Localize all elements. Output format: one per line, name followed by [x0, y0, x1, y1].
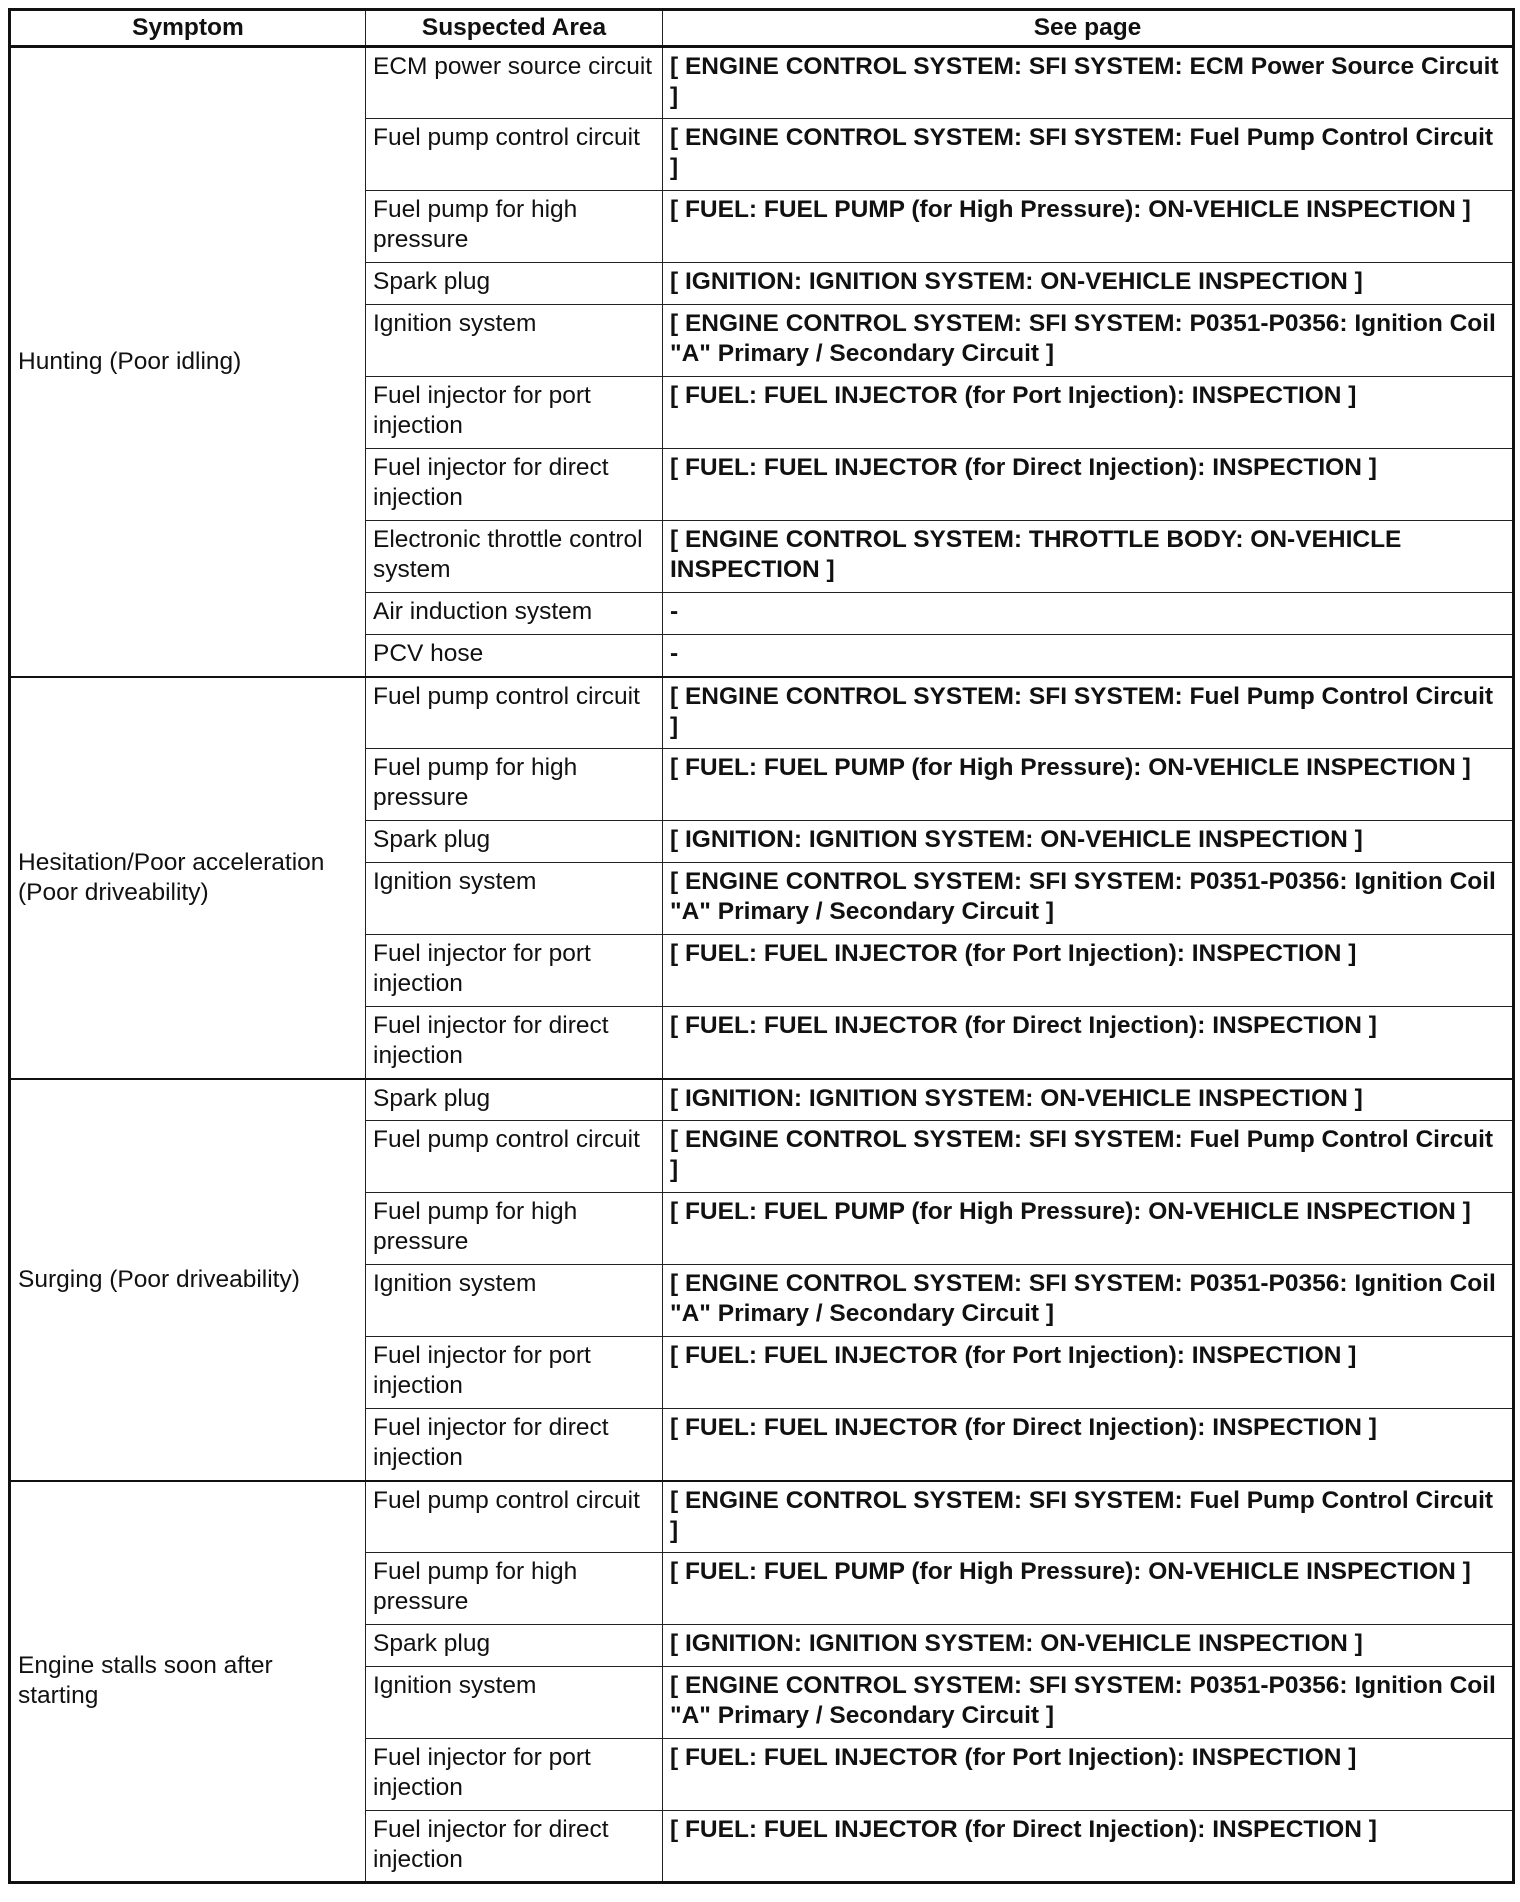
see-page-link[interactable]: [ FUEL: FUEL PUMP (for High Pressure): ON-VEHICLE INSPECTION ]: [663, 1193, 1514, 1265]
see-page-link[interactable]: [ ENGINE CONTROL SYSTEM: SFI SYSTEM: P0351-P0356: Ignition Coil "A" Primary / Secondary Circuit ]: [663, 1667, 1514, 1739]
suspected-area-cell: Fuel injector for port injection: [366, 935, 663, 1007]
see-page-link[interactable]: [ FUEL: FUEL INJECTOR (for Port Injection): INSPECTION ]: [663, 935, 1514, 1007]
suspected-area-cell: Fuel pump for high pressure: [366, 1193, 663, 1265]
troubleshooting-table: [8, 8, 1515, 1884]
see-page-link[interactable]: [ ENGINE CONTROL SYSTEM: SFI SYSTEM: ECM Power Source Circuit ]: [663, 47, 1514, 119]
suspected-area-cell: Electronic throttle control system: [366, 521, 663, 593]
table-header: [10, 10, 1514, 47]
symptom-cell: Surging (Poor driveability): [10, 1079, 366, 1481]
see-page-link[interactable]: [ FUEL: FUEL PUMP (for High Pressure): ON-VEHICLE INSPECTION ]: [663, 191, 1514, 263]
suspected-area-cell: Fuel pump control circuit: [366, 677, 663, 749]
header-row: [10, 10, 1514, 47]
suspected-area-cell: Ignition system: [366, 305, 663, 377]
see-page-link[interactable]: [ FUEL: FUEL INJECTOR (for Direct Injection): INSPECTION ]: [663, 1811, 1514, 1883]
see-page-link[interactable]: [ ENGINE CONTROL SYSTEM: SFI SYSTEM: Fuel Pump Control Circuit ]: [663, 1481, 1514, 1553]
suspected-area-cell: Fuel injector for direct injection: [366, 1811, 663, 1883]
suspected-area-cell: ECM power source circuit: [366, 47, 663, 119]
table-body: [10, 47, 1514, 1883]
see-page-cell: -: [663, 635, 1514, 677]
suspected-area-cell: Fuel pump for high pressure: [366, 1553, 663, 1625]
suspected-area-cell: Fuel injector for direct injection: [366, 1007, 663, 1079]
suspected-area-cell: Fuel injector for port injection: [366, 377, 663, 449]
see-page-link[interactable]: [ IGNITION: IGNITION SYSTEM: ON-VEHICLE INSPECTION ]: [663, 1079, 1514, 1121]
see-page-link[interactable]: [ ENGINE CONTROL SYSTEM: SFI SYSTEM: Fuel Pump Control Circuit ]: [663, 119, 1514, 191]
see-page-link[interactable]: [ FUEL: FUEL INJECTOR (for Direct Injection): INSPECTION ]: [663, 449, 1514, 521]
suspected-area-cell: Fuel pump control circuit: [366, 1481, 663, 1553]
see-page-link[interactable]: [ ENGINE CONTROL SYSTEM: SFI SYSTEM: Fuel Pump Control Circuit ]: [663, 677, 1514, 749]
see-page-link[interactable]: [ FUEL: FUEL PUMP (for High Pressure): ON-VEHICLE INSPECTION ]: [663, 749, 1514, 821]
header-see-page: See page: [663, 10, 1514, 47]
header-symptom: Symptom: [10, 10, 366, 47]
suspected-area-cell: Fuel pump for high pressure: [366, 191, 663, 263]
suspected-area-cell: Fuel pump control circuit: [366, 1121, 663, 1193]
suspected-area-cell: Fuel injector for port injection: [366, 1337, 663, 1409]
symptom-cell: Hunting (Poor idling): [10, 47, 366, 677]
see-page-link[interactable]: [ FUEL: FUEL INJECTOR (for Direct Injection): INSPECTION ]: [663, 1007, 1514, 1079]
symptom-cell: Hesitation/Poor acceleration (Poor driveability): [10, 677, 366, 1079]
see-page-link[interactable]: [ ENGINE CONTROL SYSTEM: SFI SYSTEM: P0351-P0356: Ignition Coil "A" Primary / Secondary Circuit ]: [663, 863, 1514, 935]
see-page-link[interactable]: [ FUEL: FUEL INJECTOR (for Port Injection): INSPECTION ]: [663, 1739, 1514, 1811]
troubleshooting-table-wrapper: [8, 8, 1512, 1884]
suspected-area-cell: Spark plug: [366, 1625, 663, 1667]
see-page-link[interactable]: [ IGNITION: IGNITION SYSTEM: ON-VEHICLE INSPECTION ]: [663, 821, 1514, 863]
suspected-area-cell: Fuel injector for port injection: [366, 1739, 663, 1811]
see-page-link[interactable]: [ FUEL: FUEL PUMP (for High Pressure): ON-VEHICLE INSPECTION ]: [663, 1553, 1514, 1625]
see-page-link[interactable]: [ ENGINE CONTROL SYSTEM: SFI SYSTEM: Fuel Pump Control Circuit ]: [663, 1121, 1514, 1193]
symptom-cell: Engine stalls soon after starting: [10, 1481, 366, 1883]
suspected-area-cell: Ignition system: [366, 1265, 663, 1337]
suspected-area-cell: Spark plug: [366, 263, 663, 305]
suspected-area-cell: Fuel pump control circuit: [366, 119, 663, 191]
suspected-area-cell: Ignition system: [366, 863, 663, 935]
suspected-area-cell: Spark plug: [366, 821, 663, 863]
suspected-area-cell: Ignition system: [366, 1667, 663, 1739]
suspected-area-cell: Fuel injector for direct injection: [366, 1409, 663, 1481]
see-page-link[interactable]: [ FUEL: FUEL INJECTOR (for Direct Injection): INSPECTION ]: [663, 1409, 1514, 1481]
suspected-area-cell: Air induction system: [366, 593, 663, 635]
table-row: [10, 1079, 1514, 1121]
suspected-area-cell: Fuel pump for high pressure: [366, 749, 663, 821]
table-row: [10, 1481, 1514, 1553]
see-page-link[interactable]: [ ENGINE CONTROL SYSTEM: SFI SYSTEM: P0351-P0356: Ignition Coil "A" Primary / Secondary Circuit ]: [663, 305, 1514, 377]
header-suspected-area: Suspected Area: [366, 10, 663, 47]
see-page-link[interactable]: [ FUEL: FUEL INJECTOR (for Port Injection): INSPECTION ]: [663, 377, 1514, 449]
see-page-cell: -: [663, 593, 1514, 635]
see-page-link[interactable]: [ IGNITION: IGNITION SYSTEM: ON-VEHICLE INSPECTION ]: [663, 263, 1514, 305]
see-page-link[interactable]: [ ENGINE CONTROL SYSTEM: THROTTLE BODY: ON-VEHICLE INSPECTION ]: [663, 521, 1514, 593]
table-row: [10, 47, 1514, 119]
see-page-link[interactable]: [ IGNITION: IGNITION SYSTEM: ON-VEHICLE INSPECTION ]: [663, 1625, 1514, 1667]
suspected-area-cell: PCV hose: [366, 635, 663, 677]
see-page-link[interactable]: [ ENGINE CONTROL SYSTEM: SFI SYSTEM: P0351-P0356: Ignition Coil "A" Primary / Secondary Circuit ]: [663, 1265, 1514, 1337]
suspected-area-cell: Fuel injector for direct injection: [366, 449, 663, 521]
see-page-link[interactable]: [ FUEL: FUEL INJECTOR (for Port Injection): INSPECTION ]: [663, 1337, 1514, 1409]
table-row: [10, 677, 1514, 749]
suspected-area-cell: Spark plug: [366, 1079, 663, 1121]
